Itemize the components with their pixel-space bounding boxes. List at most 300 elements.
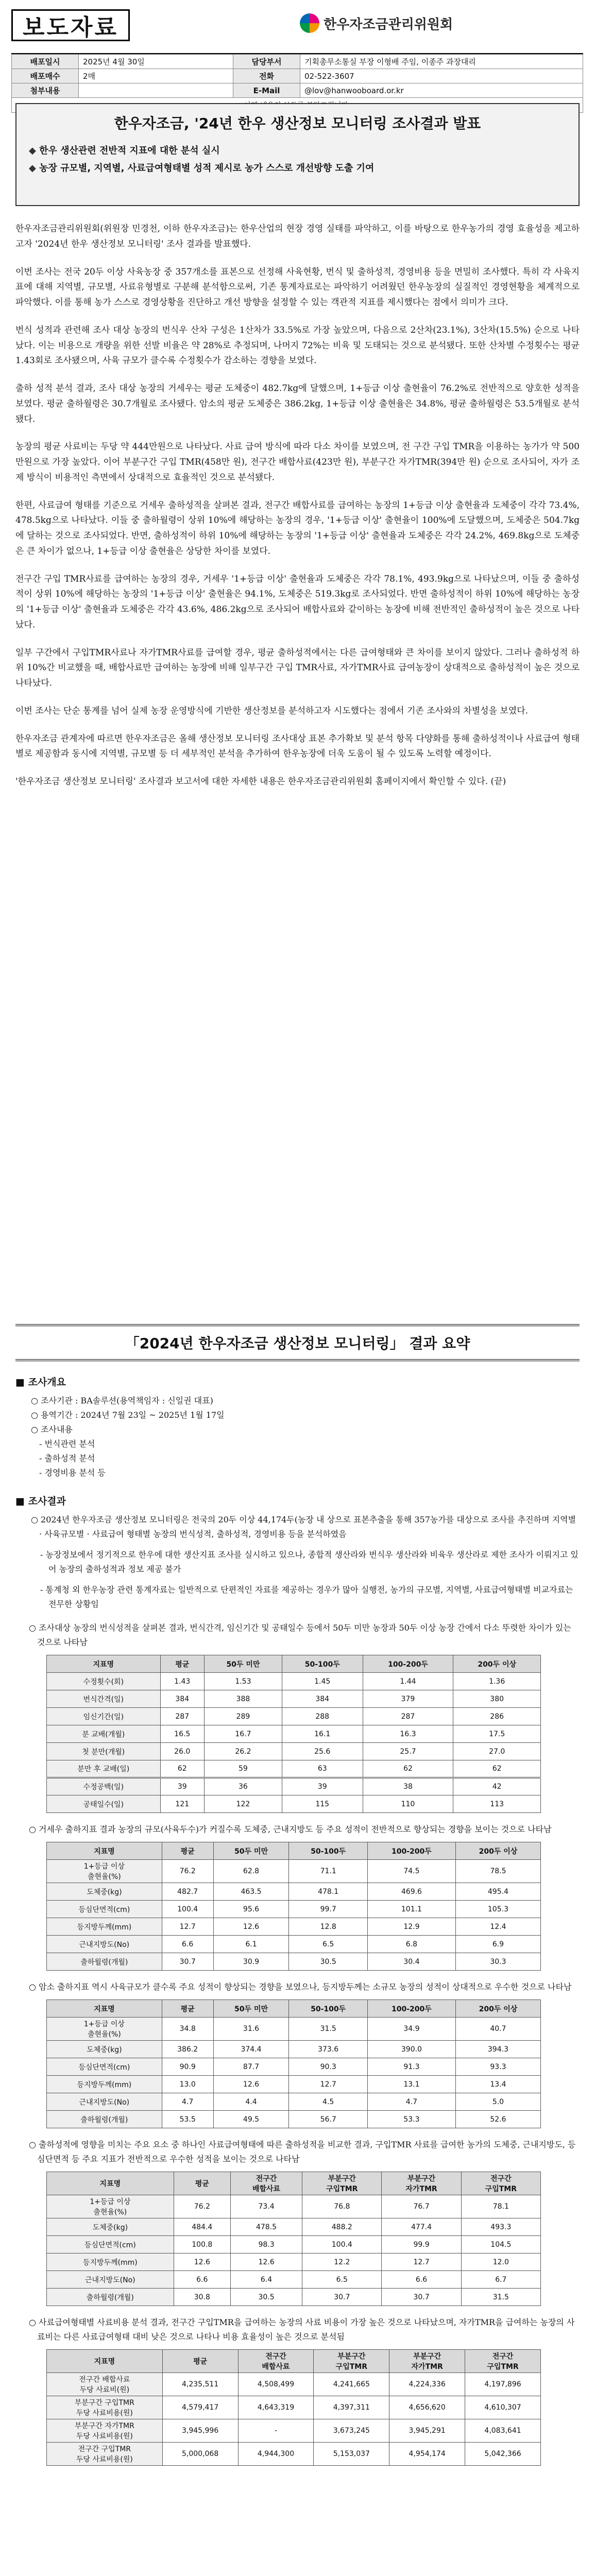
table-cell: 100.8 bbox=[174, 2236, 230, 2253]
table-cell: 12.4 bbox=[455, 1918, 540, 1936]
results-summary-section bbox=[15, 1324, 580, 2470]
table-row-label: 등지방두께(mm) bbox=[47, 2253, 174, 2271]
table-header-cell: 평균 bbox=[160, 1655, 204, 1673]
calving-intro: ○ 조사대상 농장의 번식성적을 살펴본 결과, 번식간격, 임신기간 및 공태일수 등에서 50두 미만 농장과 50두 이상 농장 간에서 다소 뚜렷한 차이가 있는 것으로 나타남 bbox=[29, 1623, 571, 1647]
table-row-label: 등심단면적(cm) bbox=[47, 2236, 174, 2253]
table-cell: 4,083,641 bbox=[465, 2419, 541, 2443]
table-cell: 87.7 bbox=[213, 2058, 289, 2076]
overview-line: ○ 조사내용 bbox=[31, 1425, 73, 1434]
table-header-cell: 50두 미만 bbox=[213, 2000, 289, 2018]
table-header-cell: 부분구간 자가TMR bbox=[389, 2350, 465, 2373]
table-row bbox=[47, 2093, 541, 2111]
table-cell: 379 bbox=[363, 1690, 453, 1708]
table-cell: 38 bbox=[363, 1778, 453, 1795]
table-cell: 30.7 bbox=[302, 2289, 382, 2306]
headline-bullets bbox=[29, 142, 566, 177]
table-row-label: 임신기간(일) bbox=[47, 1708, 161, 1725]
headline-bullet: ◆ 농장 규모별, 지역별, 사료급여형태별 성적 제시로 농가 스스로 개선방향 도출 기여 bbox=[29, 160, 566, 177]
table-row-label: 번식간격(일) bbox=[47, 1690, 161, 1708]
table-cell: 30.3 bbox=[455, 1953, 540, 1971]
table-cell: 12.0 bbox=[461, 2253, 540, 2271]
table-cell: 4,224,336 bbox=[389, 2373, 465, 2396]
table-cell: 30.9 bbox=[213, 1953, 289, 1971]
table-header-cell: 지표명 bbox=[47, 1655, 161, 1673]
table-cell: 3,945,291 bbox=[389, 2419, 465, 2443]
table-cell: 76.2 bbox=[162, 1860, 213, 1883]
table-cell: 25.7 bbox=[363, 1743, 453, 1760]
results-intro: ○ 2024년 한우자조금 생산정보 모니터링은 전국의 20두 이상 44,174두(농장 내 상으로 표본추출을 통해 357농가를 대상으로 조사를 추진하며 지역별 · 사육규모별 · 사료급여 형태별 농장의 번식성적, 출하성적, 경영비용 등을 분석하였음 bbox=[31, 1515, 576, 1539]
table-row bbox=[47, 2289, 541, 2306]
table-cell: 6.5 bbox=[302, 2271, 382, 2289]
meta-row bbox=[12, 83, 583, 98]
table-cell: 495.4 bbox=[455, 1883, 540, 1901]
table-header-row bbox=[47, 2000, 541, 2018]
table-header-cell: 평균 bbox=[174, 2172, 230, 2195]
results-note: - 농장정보에서 정기적으로 한우에 대한 생산지표 조사를 실시하고 있으나, 종합적 생산라와 번식우 생산라와 비육우 생산라로 제한 조사가 이뤄지고 있어 농장의 출하성적과 정보 제공 불가 bbox=[40, 1550, 579, 1574]
cow-table bbox=[46, 1999, 541, 2128]
meta-value: 02-522-3607 bbox=[300, 69, 583, 83]
table-row-label: 도체중(kg) bbox=[47, 2041, 162, 2058]
meta-label: E-Mail bbox=[233, 83, 300, 98]
table-cell: 493.3 bbox=[461, 2218, 540, 2236]
table-row-label: 부분구간 구입TMR 두당 사료비용(원) bbox=[47, 2396, 163, 2419]
table-cell: 478.1 bbox=[289, 1883, 368, 1901]
table-cell: 36 bbox=[205, 1778, 282, 1795]
table-cell: 26.2 bbox=[205, 1743, 282, 1760]
table-cell: 6.1 bbox=[213, 1936, 289, 1953]
cost-intro: ○ 사료급여형태별 사료비용 분석 결과, 전구간 구입TMR을 급여하는 농장의 사료 비용이 가장 높은 것으로 나타났으며, 자가TMR을 급여하는 농장의 사료비는 다른 사료급여형태 대비 낮은 것으로 나타나 비용 효율성이 높은 것으로 분석됨 bbox=[29, 2317, 575, 2342]
table-cell: 104.5 bbox=[461, 2236, 540, 2253]
table-cell: 62 bbox=[453, 1760, 541, 1778]
table-cell: 12.6 bbox=[230, 2253, 302, 2271]
table-row bbox=[47, 1743, 541, 1760]
overview-line: ○ 용역기간 : 2024년 7월 23일 ~ 2025년 1월 17일 bbox=[31, 1410, 225, 1420]
table-cell: 78.1 bbox=[461, 2195, 540, 2218]
table-cell: 76.8 bbox=[302, 2195, 382, 2218]
table-cell: 39 bbox=[160, 1778, 204, 1795]
meta-value bbox=[79, 83, 233, 98]
table-cell: 99.7 bbox=[289, 1901, 368, 1918]
table-row-label: 도체중(kg) bbox=[47, 1883, 162, 1901]
meta-label: 배포매수 bbox=[12, 69, 79, 83]
table-cell: 30.7 bbox=[382, 2289, 461, 2306]
table-header-cell: 100-200두 bbox=[367, 2000, 455, 2018]
table-row bbox=[47, 2253, 541, 2271]
table-cell: 74.5 bbox=[367, 1860, 455, 1883]
table-row-label: 등심단면적(cm) bbox=[47, 2058, 162, 2076]
org-logo bbox=[300, 13, 453, 33]
table-cell: 477.4 bbox=[382, 2218, 461, 2236]
table-cell: 34.8 bbox=[162, 2018, 213, 2041]
cow-intro: ○ 암소 출하지표 역시 사육규모가 클수록 주요 성적이 향상되는 경향을 보였으나, 등지방두께는 소규모 농장의 성적이 상대적으로 우수한 것으로 나타남 bbox=[29, 1982, 572, 1992]
table-row-label: 수정공백(일) bbox=[47, 1778, 161, 1795]
table-cell: 4.5 bbox=[289, 2093, 368, 2111]
table-row bbox=[47, 2018, 541, 2041]
table-cell: 4,241,665 bbox=[314, 2373, 389, 2396]
headline-bullet: ◆ 한우 생산관련 전반적 지표에 대한 분석 실시 bbox=[29, 142, 566, 160]
table-header-row bbox=[47, 2350, 541, 2373]
table-cell: 13.4 bbox=[455, 2076, 540, 2093]
table-cell: 394.3 bbox=[455, 2041, 540, 2058]
table-cell: 13.1 bbox=[367, 2076, 455, 2093]
meta-row bbox=[12, 55, 583, 69]
table-row-label: 근내지방도(No) bbox=[47, 1936, 162, 1953]
table-header-cell: 100-200두 bbox=[363, 1655, 453, 1673]
meta-label: 담당부서 bbox=[233, 55, 300, 69]
table-cell: 63 bbox=[282, 1760, 363, 1778]
table-header-cell: 평균 bbox=[162, 2000, 213, 2018]
table-cell: 91.3 bbox=[367, 2058, 455, 2076]
body-paragraph: 한편, 사료급여 형태를 기준으로 거세우 출하성적을 살펴본 결과, 전구간 배합사료를 급여하는 농장의 1+등급 이상 출현율과 도체중이 각각 73.4%, 478.5kg으로 나타났다. 이들 중 출하월령이 상위 10%에 해당하는 농장의 경우, '1+등급 이상' 출현율이 100%에 도달했으며, 도체중은 504.7kg에 달하는 것으로 조사되었다. 반면, 출하성적이 하위 10%에 해당하는 농장의 '1+등급 이상' 출현율과 도체중은 각각 24.2%, 469.8kg으로 도체중은 큰 차이가 없으나, 1+등급 이상 출현율은 상당한 차이를 보였다. bbox=[15, 500, 580, 556]
results-summary-title: 「2024년 한우자조금 생산정보 모니터링」 결과 요약 bbox=[15, 1324, 580, 1361]
table-cell: 380 bbox=[453, 1690, 541, 1708]
table-cell: 16.3 bbox=[363, 1725, 453, 1743]
table-row bbox=[47, 2271, 541, 2289]
table-header-cell: 200두 이상 bbox=[453, 1655, 541, 1673]
meta-row bbox=[12, 69, 583, 83]
meta-value: 2매 bbox=[79, 69, 233, 83]
steer-table bbox=[46, 1842, 541, 1971]
table-row-label: 1+등급 이상 출현율(%) bbox=[47, 2195, 174, 2218]
feed-type-table bbox=[46, 2172, 541, 2306]
table-cell: 26.0 bbox=[160, 1743, 204, 1760]
body-paragraph: 한우자조금관리위원회(위원장 민경천, 이하 한우자조금)는 한우산업의 현장 경영 실태를 파악하고, 이를 바탕으로 한우농가의 경영 효율성을 제고하고자 '2024년 한우 생산정보 모니터링' 조사 결과를 발표했다. bbox=[15, 224, 580, 249]
table-cell: 6.8 bbox=[367, 1936, 455, 1953]
table-row bbox=[47, 1883, 541, 1901]
table-cell: 5.0 bbox=[455, 2093, 540, 2111]
table-cell: 374.4 bbox=[213, 2041, 289, 2058]
table-cell: 5,000,068 bbox=[162, 2443, 238, 2466]
table-cell: 31.5 bbox=[461, 2289, 540, 2306]
table-row-label: 등지방두께(mm) bbox=[47, 1918, 162, 1936]
overview-line: - 경영비용 분석 등 bbox=[39, 1468, 106, 1478]
table-header-row bbox=[47, 2172, 541, 2195]
table-cell: 287 bbox=[160, 1708, 204, 1725]
headline-title: 한우자조금, '24년 한우 생산정보 모니터링 조사결과 발표 bbox=[114, 115, 481, 132]
table-cell: 115 bbox=[282, 1795, 363, 1813]
table-row-label: 출하월령(개월) bbox=[47, 1953, 162, 1971]
table-row bbox=[47, 2236, 541, 2253]
table-cell: 16.7 bbox=[205, 1725, 282, 1743]
calving-table bbox=[46, 1655, 541, 1813]
table-row-label: 등지방두께(mm) bbox=[47, 2076, 162, 2093]
table-cell: 56.7 bbox=[289, 2111, 368, 2128]
table-row bbox=[47, 1725, 541, 1743]
table-cell: 90.9 bbox=[162, 2058, 213, 2076]
table-row bbox=[47, 2076, 541, 2093]
table-row-label: 전구간 배합사료 두당 사료비(원) bbox=[47, 2373, 163, 2396]
results-heading: ■ 조사결과 bbox=[15, 1494, 580, 1507]
table-cell: 98.3 bbox=[230, 2236, 302, 2253]
table-row bbox=[47, 2419, 541, 2443]
table-cell: 488.2 bbox=[302, 2218, 382, 2236]
article-body bbox=[15, 222, 580, 802]
table-header-cell: 전구간 구입TMR bbox=[465, 2350, 541, 2373]
table-cell: 62 bbox=[363, 1760, 453, 1778]
table-row-label: 첫 분만(개월) bbox=[47, 1743, 161, 1760]
body-paragraph: 한우자조금 관계자에 따르면 한우자조금은 올해 생산정보 모니터링 조사대상 표본 추가확보 및 분석 항목 다양화를 통해 출하성적이나 사료급여 형태별로 제공함과 동시에 지역별, 규모별 등 더 세부적인 분석을 추가하여 한우농장에 더욱 도움이 될 수 있도록 노력할 예정이다. bbox=[15, 733, 580, 759]
table-cell: 12.7 bbox=[382, 2253, 461, 2271]
table-header-cell: 평균 bbox=[162, 1842, 213, 1860]
table-cell: 287 bbox=[363, 1708, 453, 1725]
table-row bbox=[47, 1795, 541, 1813]
table-cell: 12.7 bbox=[289, 2076, 368, 2093]
table-row bbox=[47, 2195, 541, 2218]
doc-type-box bbox=[11, 9, 130, 41]
table-cell: 286 bbox=[453, 1708, 541, 1725]
overview-line: - 번식관련 분석 bbox=[39, 1439, 95, 1449]
table-row bbox=[47, 1673, 541, 1690]
table-header-row bbox=[47, 1842, 541, 1860]
table-cell: 4,944,300 bbox=[238, 2443, 314, 2466]
table-header-cell: 전구간 구입TMR bbox=[461, 2172, 540, 2195]
table-cell: 4.7 bbox=[162, 2093, 213, 2111]
table-cell: 25.6 bbox=[282, 1743, 363, 1760]
table-cell: 30.7 bbox=[162, 1953, 213, 1971]
table-cell: 34.9 bbox=[367, 2018, 455, 2041]
table-cell: 30.5 bbox=[230, 2289, 302, 2306]
table-cell: 110 bbox=[363, 1795, 453, 1813]
table-cell: 4,656,620 bbox=[389, 2396, 465, 2419]
table-cell: 100.4 bbox=[302, 2236, 382, 2253]
table-cell: 90.3 bbox=[289, 2058, 368, 2076]
table-row bbox=[47, 1918, 541, 1936]
table-header-cell: 200두 이상 bbox=[455, 1842, 540, 1860]
body-paragraph: 번식 성적과 관련해 조사 대상 농장의 번식우 산차 구성은 1산차가 33.5%로 가장 높았으며, 다음으로 2산차(23.1%), 3산차(15.5%) 순으로 나타났다. 이는 비용으로 개량을 위한 선발 비율은 약 28%로 추정되며, 나머지 72%는 비육 및 도태되는 것으로 분석됐다. 또한 산차별 수정횟수는 평균 1.43회로 조사됐으며, 사육 규모가 클수록 수정횟수가 감소하는 경향을 보였다. bbox=[15, 325, 580, 366]
table-cell: 113 bbox=[453, 1795, 541, 1813]
table-row-label: 근내지방도(No) bbox=[47, 2093, 162, 2111]
table-cell: 49.5 bbox=[213, 2111, 289, 2128]
table-header-cell: 전구간 배합사료 bbox=[238, 2350, 314, 2373]
table-cell: 6.4 bbox=[230, 2271, 302, 2289]
table-header-cell: 지표명 bbox=[47, 2000, 162, 2018]
table-row-label: 분 교배(개월) bbox=[47, 1725, 161, 1743]
table-header-cell: 50-100두 bbox=[289, 1842, 368, 1860]
table-cell: 469.6 bbox=[367, 1883, 455, 1901]
table-row bbox=[47, 2058, 541, 2076]
table-cell: 373.6 bbox=[289, 2041, 368, 2058]
table-header-cell: 50-100두 bbox=[289, 2000, 368, 2018]
table-cell: 5,042,366 bbox=[465, 2443, 541, 2466]
table-cell: 390.0 bbox=[367, 2041, 455, 2058]
table-header-cell: 지표명 bbox=[47, 1842, 162, 1860]
table-row-label: 1+등급 이상 출현율(%) bbox=[47, 1860, 162, 1883]
table-cell: 62 bbox=[160, 1760, 204, 1778]
table-cell: 1.43 bbox=[160, 1673, 204, 1690]
org-logo-icon bbox=[300, 13, 319, 33]
table-cell: 4.7 bbox=[367, 2093, 455, 2111]
table-row bbox=[47, 2443, 541, 2466]
table-cell: 59 bbox=[205, 1760, 282, 1778]
table-cell: 95.6 bbox=[213, 1901, 289, 1918]
table-cell: 16.5 bbox=[160, 1725, 204, 1743]
table-header-cell: 100-200두 bbox=[367, 1842, 455, 1860]
table-header-row bbox=[47, 1655, 541, 1673]
meta-label: 첨부내용 bbox=[12, 83, 79, 98]
meta-label: 배포일시 bbox=[12, 55, 79, 69]
table-cell: 384 bbox=[282, 1690, 363, 1708]
table-cell: 121 bbox=[160, 1795, 204, 1813]
table-cell: 6.9 bbox=[455, 1936, 540, 1953]
feed-cost-table bbox=[46, 2349, 541, 2466]
meta-value: 2025년 4월 30일 bbox=[79, 55, 233, 69]
table-row-label: 출하월령(개월) bbox=[47, 2289, 174, 2306]
table-row bbox=[47, 1690, 541, 1708]
table-cell: 76.2 bbox=[174, 2195, 230, 2218]
table-row-label: 도체중(kg) bbox=[47, 2218, 174, 2236]
table-cell: 1.36 bbox=[453, 1673, 541, 1690]
table-cell: 52.6 bbox=[455, 2111, 540, 2128]
table-row-label: 수정횟수(회) bbox=[47, 1673, 161, 1690]
table-cell: 76.7 bbox=[382, 2195, 461, 2218]
overview-line: - 출하성적 분석 bbox=[39, 1453, 95, 1463]
table-cell: 12.6 bbox=[213, 1918, 289, 1936]
body-paragraph: 이번 조사는 전국 20두 이상 사육농장 중 357개소를 표본으로 선정해 사육현황, 번식 및 출하성적, 경영비용 등을 면밀히 조사했다. 특히 각 사육지표에 대해 지역별, 규모별, 사료유형별로 구분해 분석함으로써, 기존 통계자료로는 파악하기 어려웠던 한우농장의 실질적인 경영현황을 체계적으로 파악했다. 이를 통해 농가 스스로 경영상황을 진단하고 개선 방향을 설정할 수 있는 객관적 지표를 제시했다는 점에서 의미가 크다. bbox=[15, 266, 580, 308]
table-header-cell: 50두 미만 bbox=[205, 1655, 282, 1673]
table-row-label: 출하월령(개월) bbox=[47, 2111, 162, 2128]
table-cell: 71.1 bbox=[289, 1860, 368, 1883]
table-cell: 122 bbox=[205, 1795, 282, 1813]
overview-line: ○ 조사기관 : BA솔루션(용역책임자 : 신일권 대표) bbox=[31, 1396, 213, 1405]
table-cell: - bbox=[238, 2419, 314, 2443]
table-cell: 4,610,307 bbox=[465, 2396, 541, 2419]
table-cell: 1.53 bbox=[205, 1673, 282, 1690]
table-cell: 30.8 bbox=[174, 2289, 230, 2306]
table-cell: 484.4 bbox=[174, 2218, 230, 2236]
results-note: - 통계청 외 한우농장 관련 통계자료는 일반적으로 단편적인 자료를 제공하는 경우가 많아 실행전, 농가의 규모별, 지역별, 사료급여형태별 비교자료는 전무한 상황임 bbox=[40, 1585, 573, 1609]
table-cell: 105.3 bbox=[455, 1901, 540, 1918]
doc-type-title: 보도자료 bbox=[22, 14, 118, 41]
table-cell: 12.6 bbox=[174, 2253, 230, 2271]
table-row-label: 부분구간 자가TMR 두당 사료비용(원) bbox=[47, 2419, 163, 2443]
table-cell: 4,397,311 bbox=[314, 2396, 389, 2419]
table-header-cell: 평균 bbox=[162, 2350, 238, 2373]
org-name: 한우자조금관리위원회 bbox=[324, 16, 453, 32]
table-row bbox=[47, 2111, 541, 2128]
table-header-cell: 지표명 bbox=[47, 2172, 174, 2195]
table-cell: 12.6 bbox=[213, 2076, 289, 2093]
table-cell: 288 bbox=[282, 1708, 363, 1725]
table-row bbox=[47, 2041, 541, 2058]
table-cell: 30.4 bbox=[367, 1953, 455, 1971]
table-cell: 73.4 bbox=[230, 2195, 302, 2218]
table-cell: 30.5 bbox=[289, 1953, 368, 1971]
table-cell: 6.5 bbox=[289, 1936, 368, 1953]
table-cell: 53.5 bbox=[162, 2111, 213, 2128]
table-row-label: 등심단면적(cm) bbox=[47, 1901, 162, 1918]
table-row-label: 분만 후 교배(일) bbox=[47, 1760, 161, 1778]
table-cell: 6.7 bbox=[461, 2271, 540, 2289]
table-cell: 4,508,499 bbox=[238, 2373, 314, 2396]
table-header-cell: 부분구간 구입TMR bbox=[302, 2172, 382, 2195]
body-paragraph: 이번 조사는 단순 통계를 넘어 실제 농장 운영방식에 기반한 생산정보를 분석하고자 시도했다는 점에서 기존 조사와의 차별성을 보였다. bbox=[15, 705, 529, 716]
table-cell: 53.3 bbox=[367, 2111, 455, 2128]
table-cell: 12.8 bbox=[289, 1918, 368, 1936]
headline-box bbox=[15, 103, 580, 206]
body-paragraph: 농장의 평균 사료비는 두당 약 444만원으로 나타났다. 사료 급여 방식에 따라 다소 차이를 보였으며, 전 구간 구입 TMR을 이용하는 농가가 약 500만원으로 가장 높았다. 이어 부분구간 구입 TMR(458만 원), 전구간 배합사료(423만 원), 부분구간 자가TMR(394만 원) 순으로 조사되어, 자가 조제 방식이 비용적인 측면에서 상대적으로 효율적인 것으로 분석됐다. bbox=[15, 442, 580, 483]
contact-email[interactable]: @lov@hanwooboard.or.kr bbox=[300, 83, 583, 98]
table-cell: 12.2 bbox=[302, 2253, 382, 2271]
table-cell: 12.7 bbox=[162, 1918, 213, 1936]
feed-intro: ○ 출하성적에 영향을 미치는 주요 요소 중 하나인 사료급여형태에 따른 출하성적을 비교한 결과, 구입TMR 사료를 급여한 농가의 도체중, 근내지방도, 등심단면적 등 주요 지표가 전반적으로 우수한 성적을 보이는 것으로 나타남 bbox=[29, 2140, 576, 2164]
table-cell: 12.9 bbox=[367, 1918, 455, 1936]
table-cell: 42 bbox=[453, 1778, 541, 1795]
table-cell: 1.45 bbox=[282, 1673, 363, 1690]
overview-heading: ■ 조사개요 bbox=[15, 1375, 580, 1388]
table-cell: 101.1 bbox=[367, 1901, 455, 1918]
table-row-label: 전구간 구입TMR 두당 사료비용(원) bbox=[47, 2443, 163, 2466]
body-paragraph: 전구간 구입 TMR사료를 급여하는 농장의 경우, 거세우 '1+등급 이상' 출현율과 도체중은 각각 78.1%, 493.9kg으로 나타났으며, 이들 중 출하성적이 상위 10%에 해당하는 농장의 '1+등급 이상' 출현율은 94.1%, 도체중은 519.3kg로 조사되었다. 반면 출하성적이 하위 10%에 해당하는 농장의 '1+등급 이상' 출현율과 도체중은 각각 43.6%, 486.2kg으로 조사되어 배합사료와 같이하는 농장에 비해 전반적인 출하성적이 높은 것으로 나타났다. bbox=[15, 573, 580, 630]
table-cell: 289 bbox=[205, 1708, 282, 1725]
table-cell: 31.6 bbox=[213, 2018, 289, 2041]
table-row bbox=[47, 2218, 541, 2236]
table-row bbox=[47, 1778, 541, 1795]
table-cell: 6.6 bbox=[174, 2271, 230, 2289]
table-cell: 4,197,896 bbox=[465, 2373, 541, 2396]
table-row bbox=[47, 1760, 541, 1778]
table-cell: 3,673,245 bbox=[314, 2419, 389, 2443]
table-cell: 93.3 bbox=[455, 2058, 540, 2076]
table-cell: 27.0 bbox=[453, 1743, 541, 1760]
table-header-cell: 50두 미만 bbox=[213, 1842, 289, 1860]
table-cell: 1.44 bbox=[363, 1673, 453, 1690]
table-cell: 99.9 bbox=[382, 2236, 461, 2253]
table-header-cell: 부분구간 자가TMR bbox=[382, 2172, 461, 2195]
table-cell: 100.4 bbox=[162, 1901, 213, 1918]
table-cell: 4.4 bbox=[213, 2093, 289, 2111]
table-row bbox=[47, 1860, 541, 1883]
table-row bbox=[47, 2396, 541, 2419]
table-cell: 4,579,417 bbox=[162, 2396, 238, 2419]
table-header-cell: 지표명 bbox=[47, 2350, 163, 2373]
table-row-label: 공태일수(일) bbox=[47, 1795, 161, 1813]
table-cell: 384 bbox=[160, 1690, 204, 1708]
table-row bbox=[47, 2373, 541, 2396]
body-paragraph: 일부 구간에서 구입TMR사료나 자가TMR사료를 급여할 경우, 평균 출하성적에서는 다른 급여형태와 큰 차이를 보이지 않았다. 그러나 출하성적 하위 10%간 비교했을 때, 배합사료만 급여하는 농장에 비해 일부구간 구입 TMR사료, 자가TMR사료 급여농장이 상대적으로 출하성적이 높은 것으로 나타났다. bbox=[15, 647, 580, 688]
table-row-label: 근내지방도(No) bbox=[47, 2271, 174, 2289]
table-cell: 463.5 bbox=[213, 1883, 289, 1901]
table-cell: 39 bbox=[282, 1778, 363, 1795]
table-cell: 388 bbox=[205, 1690, 282, 1708]
table-row bbox=[47, 1936, 541, 1953]
table-cell: 3,945,996 bbox=[162, 2419, 238, 2443]
meta-value: 기획총무소통실 부장 이형배 주임, 이종주 과장대리 bbox=[300, 55, 583, 69]
steer-intro: ○ 거세우 출하지표 결과 농장의 규모(사육두수)가 커질수록 도체중, 근내지방도 등 주요 성적이 전반적으로 향상되는 경향을 보이는 것으로 나타남 bbox=[29, 1824, 552, 1834]
table-cell: 78.5 bbox=[455, 1860, 540, 1883]
body-paragraph: '한우자조금 생산정보 모니터링' 조사결과 보고서에 대한 자세한 내용은 한우자조금관리위원회 홈페이지에서 확인할 수 있다. (끝) bbox=[15, 776, 506, 787]
table-header-cell: 200두 이상 bbox=[455, 2000, 540, 2018]
table-row bbox=[47, 1901, 541, 1918]
table-cell: 16.1 bbox=[282, 1725, 363, 1743]
table-cell: 4,235,511 bbox=[162, 2373, 238, 2396]
table-cell: 6.6 bbox=[162, 1936, 213, 1953]
table-cell: 386.2 bbox=[162, 2041, 213, 2058]
table-row bbox=[47, 1953, 541, 1971]
table-cell: 4,954,174 bbox=[389, 2443, 465, 2466]
table-cell: 4,643,319 bbox=[238, 2396, 314, 2419]
table-cell: 17.5 bbox=[453, 1725, 541, 1743]
meta-label: 전화 bbox=[233, 69, 300, 83]
table-cell: 13.0 bbox=[162, 2076, 213, 2093]
table-cell: 40.7 bbox=[455, 2018, 540, 2041]
table-cell: 5,153,037 bbox=[314, 2443, 389, 2466]
table-row-label: 1+등급 이상 출현율(%) bbox=[47, 2018, 162, 2041]
table-cell: 6.6 bbox=[382, 2271, 461, 2289]
table-cell: 482.7 bbox=[162, 1883, 213, 1901]
table-header-cell: 부분구간 구입TMR bbox=[314, 2350, 389, 2373]
table-cell: 62.8 bbox=[213, 1860, 289, 1883]
table-cell: 31.5 bbox=[289, 2018, 368, 2041]
